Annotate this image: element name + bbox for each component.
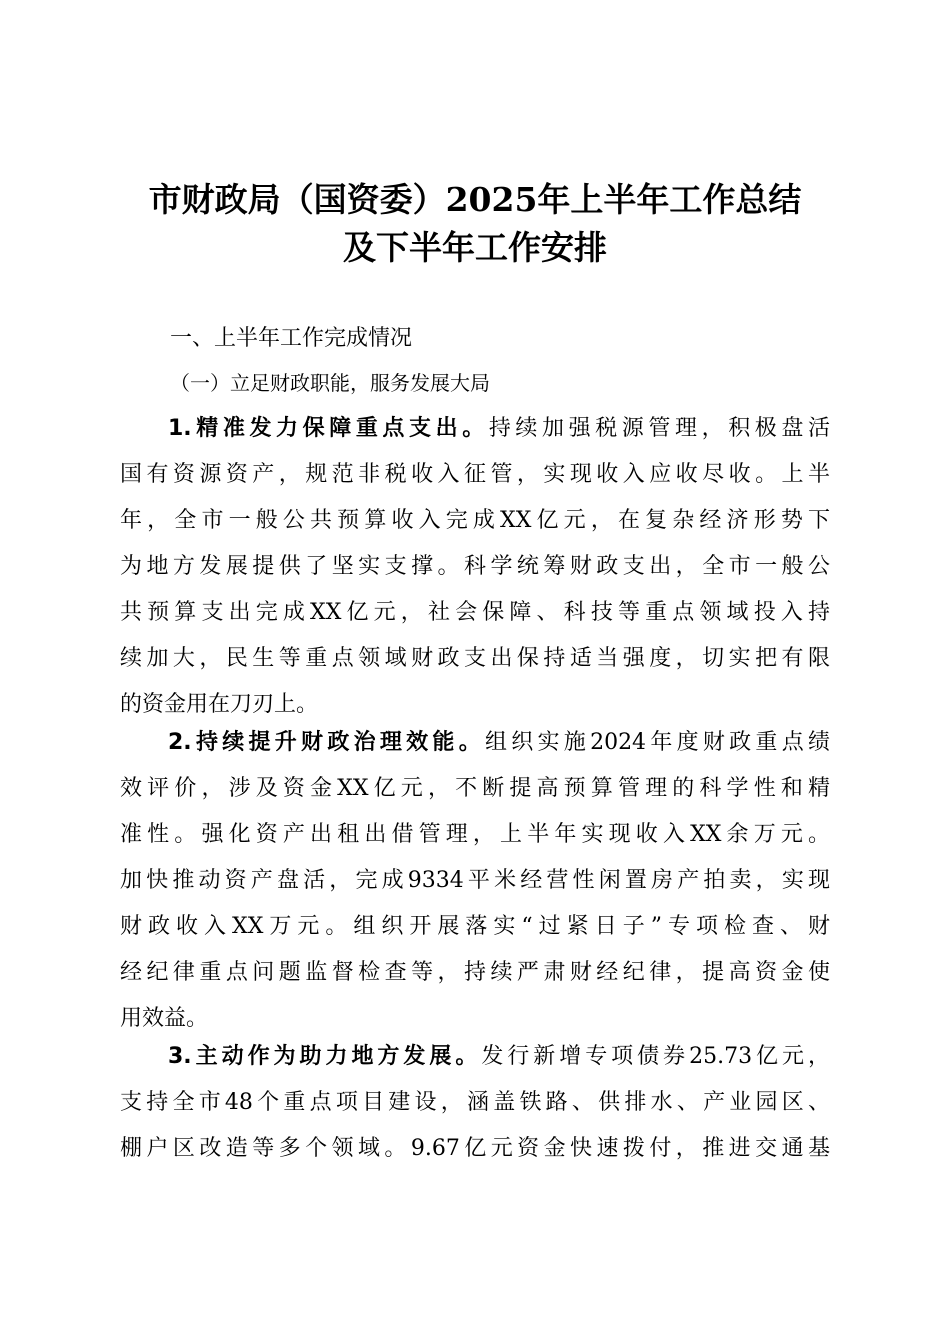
title-line-1: 市财政局（国资委）2025年上半年工作总结 (148, 180, 802, 219)
paragraph-1 (120, 406, 830, 728)
paragraph-lead: 1.精准发力保障重点支出。 (168, 416, 489, 441)
subsection-heading: （一）立足财政职能，服务发展大局 (170, 371, 490, 395)
paragraph-line: 续加大，民生等重点领域财政支出保持适当强度，切实把有限 (120, 646, 830, 671)
paragraph-line: 加快推动资产盘活，完成9334平米经营性闲置房产拍卖，实现 (120, 868, 830, 893)
paragraph-line: 棚户区改造等多个领域。9.67亿元资金快速拨付，推进交通基 (120, 1136, 830, 1161)
paragraph-line: 的资金用在刀刃上。 (120, 692, 319, 717)
paragraph-line: 用效益。 (120, 1006, 209, 1031)
paragraph-2 (120, 720, 830, 1042)
paragraph-line: 准性。强化资产出租出借管理，上半年实现收入XX余万元。 (120, 822, 830, 847)
title-line-2: 及下半年工作安排 (343, 228, 607, 267)
paragraph-3 (120, 1034, 830, 1172)
paragraph-line (120, 406, 830, 452)
paragraph-line: 年，全市一般公共预算收入完成XX亿元，在复杂经济形势下 (120, 508, 830, 533)
paragraph-line: 共预算支出完成XX亿元，社会保障、科技等重点领域投入持 (120, 600, 830, 625)
paragraph-text: 组织实施2024年度财政重点绩 (484, 730, 830, 755)
paragraph-line: 财政收入XX万元。组织开展落实“过紧日子”专项检查、财 (120, 914, 830, 939)
document-title (100, 176, 850, 272)
paragraph-text: 持续加强税源管理，积极盘活 (488, 416, 830, 441)
paragraph-line: 为地方发展提供了坚实支撑。科学统筹财政支出，全市一般公 (120, 554, 830, 579)
paragraph-line: 国有资源资产，规范非税收入征管，实现收入应收尽收。上半 (120, 462, 830, 487)
paragraph-lead: 3.主动作为助力地方发展。 (168, 1044, 482, 1069)
section-heading: 一、上半年工作完成情况 (170, 326, 413, 351)
paragraph-line: 效评价，涉及资金XX亿元，不断提高预算管理的科学性和精 (120, 776, 830, 801)
paragraph-line: 经纪律重点问题监督检查等，持续严肃财经纪律，提高资金使 (120, 960, 830, 985)
paragraph-line (120, 720, 830, 766)
paragraph-line: 支持全市48个重点项目建设，涵盖铁路、供排水、产业园区、 (120, 1090, 830, 1115)
paragraph-lead: 2.持续提升财政治理效能。 (168, 730, 485, 755)
paragraph-line (120, 1034, 830, 1080)
paragraph-text: 发行新增专项债券25.73亿元， (481, 1044, 830, 1069)
